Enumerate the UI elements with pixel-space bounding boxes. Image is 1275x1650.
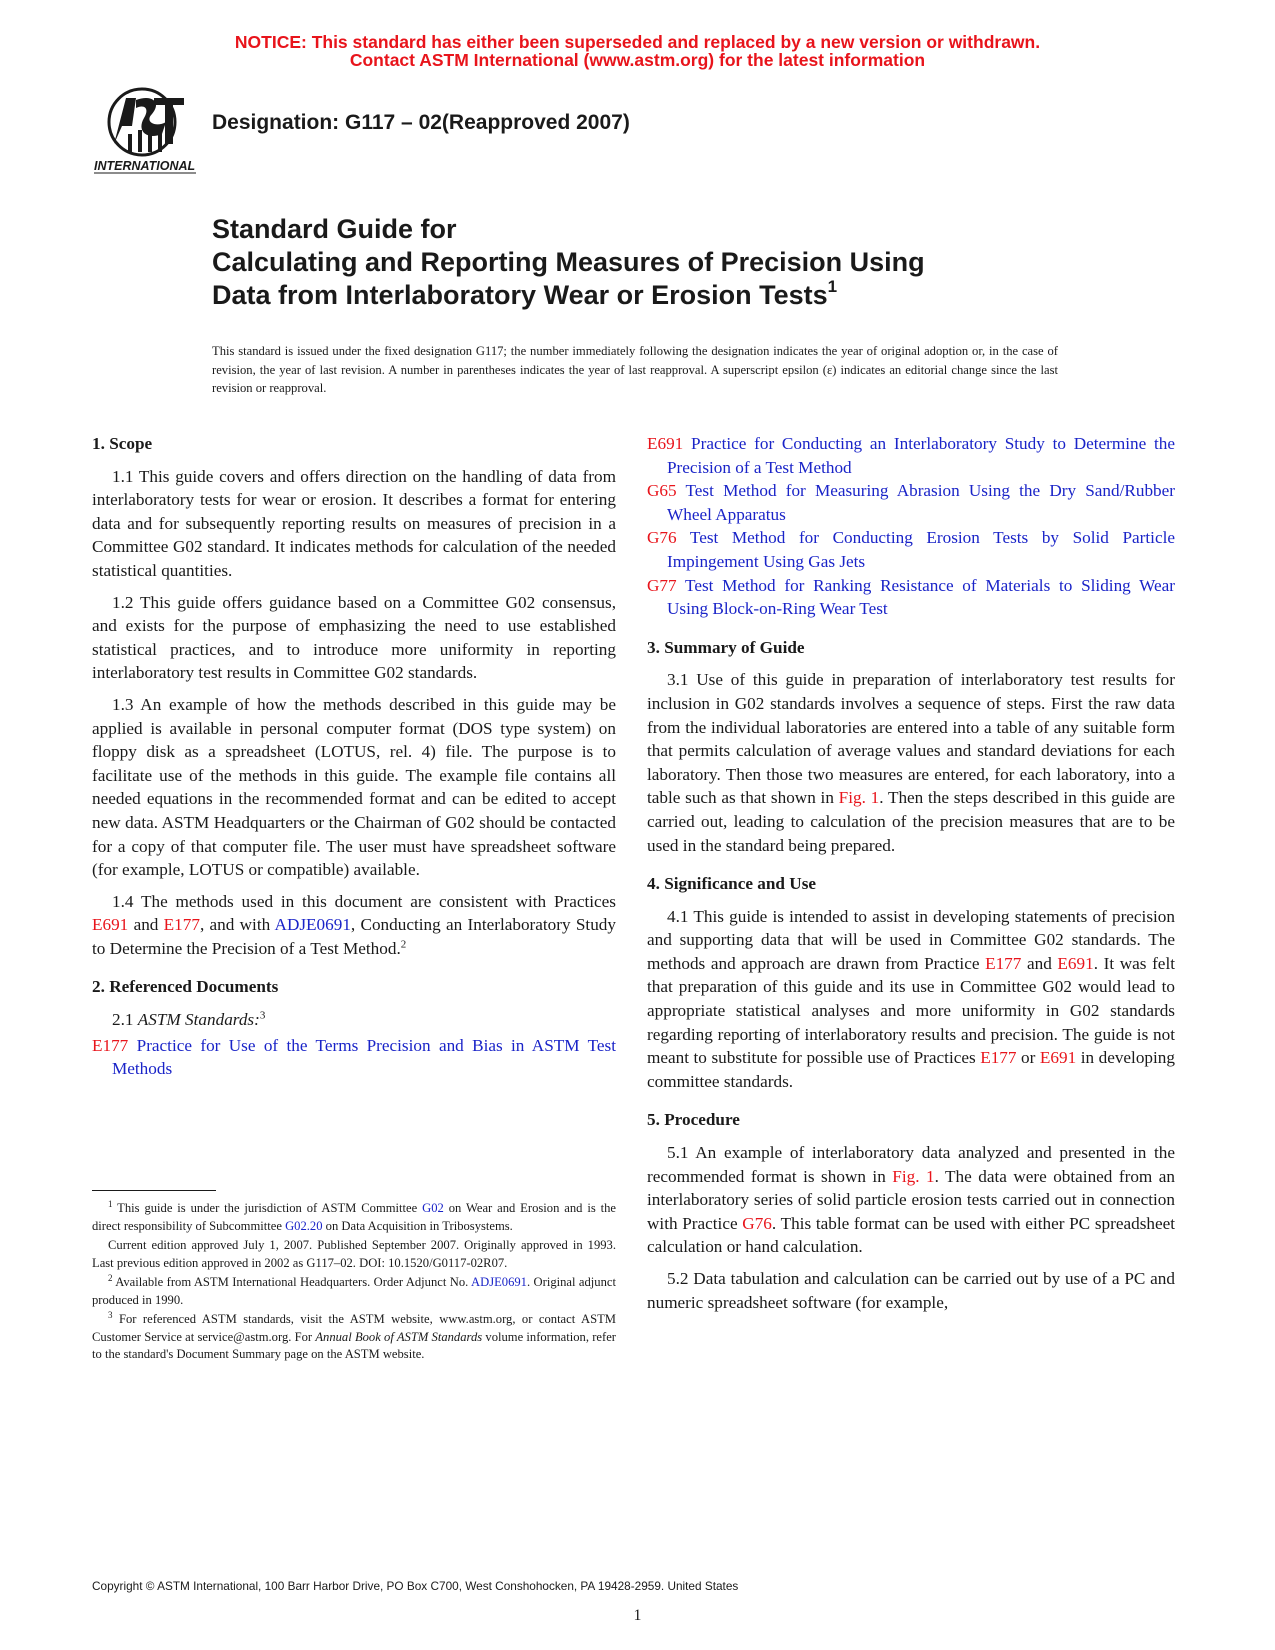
- link-g02-20[interactable]: G02.20: [285, 1218, 323, 1233]
- issuance-note: This standard is issued under the fixed designation G117; the number immediately following the designation indicates the year of original adoption or, in the case of revision, the year of last revision. A number in parentheses indicates the year of last reapproval. A superscript epsilon (ε) indicates an editorial change since the last revision or reapproval.: [212, 344, 1058, 395]
- link-g76[interactable]: G76: [742, 1213, 772, 1233]
- designation: Designation: G117 – 02(Reapproved 2007): [212, 111, 630, 134]
- reference-item-g76[interactable]: G76 Test Method for Conducting Erosion Tests by Solid Particle Impingement Using Gas Jets: [647, 528, 1175, 571]
- reference-item-e177[interactable]: E177 Practice for Use of the Terms Precision and Bias in ASTM Test Methods: [92, 1035, 616, 1079]
- footnote-rule: [92, 1190, 216, 1191]
- section-heading-significance: 4. Significance and Use: [647, 874, 817, 894]
- paragraph-4-1: 4.1 This guide is intended to assist in developing statements of precision and supporting data that will be used in Committee G02 standards. The methods and approach are drawn from Practice E177 and E691. It was felt that preparation of this guide and its use in Committee G02 would lead to appropriate statistical analyses and more uniformity in G02 standards regarding reporting of interlaboratory results and precision. The guide is not meant to substitute for possible use of Practices E177 or E691 in developing committee standards.: [647, 906, 1175, 1091]
- paragraph-1-3: 1.3 An example of how the methods described in this guide may be applied is available in personal computer format (DOS type system) on floppy disk as a spreadsheet (LOTUS, rel. 4) file. The purpose is to facilitate use of the methods in this guide. The example file contains all needed equations in the recommended format and can be edited to accept new data. ASTM Headquarters or the Chairman of G02 should be contacted for a copy of that computer file. The user must have spreadsheet software (for example, LOTUS or compatible) available.: [92, 694, 616, 880]
- paragraph-5-1: 5.1 An example of interlaboratory data analyzed and presented in the recommended format is shown in Fig. 1. The data were obtained from an interlaboratory series of solid particle erosion tests carried out in connection with Practice G76. This table format can be used with either PC spreadsheet calculation or hand calculation.: [647, 1143, 1176, 1257]
- reference-item-g77[interactable]: G77 Test Method for Ranking Resistance of Materials to Sliding Wear Using Block-on-Ring Wear Test: [647, 575, 1175, 619]
- paragraph-3-1: 3.1 Use of this guide in preparation of interlaboratory test results for inclusion in G02 standards involves a sequence of steps. First the raw data from the individual laboratories are entered into a table of any suitable form that permits calculation of average values and standard deviations for each laboratory. Then those two measures are entered, for each laboratory, into a table such as that shown in Fig. 1. Then the steps described in this guide are carried out, leading to calculation of the precision measures that are to be used in the standard being prepared.: [647, 670, 1175, 855]
- page-number: 1: [633, 1607, 642, 1624]
- logo-text: INTERNATIONAL: [94, 159, 196, 173]
- title-line-1: Standard Guide for: [212, 214, 457, 244]
- section-heading-procedure: 5. Procedure: [647, 1110, 740, 1130]
- link-e177-sig[interactable]: E177: [985, 953, 1022, 973]
- section-heading-scope: 1. Scope: [92, 434, 153, 453]
- link-fig-1[interactable]: Fig. 1: [838, 788, 880, 808]
- link-fig-1-proc[interactable]: Fig. 1: [892, 1166, 935, 1186]
- notice-line-1: NOTICE: This standard has either been superseded and replaced by a new version or withdrawn.: [234, 32, 1041, 52]
- footnote-mark-2: 2: [400, 938, 407, 951]
- left-column: [92, 432, 616, 1081]
- link-adje0691[interactable]: ADJE0691: [274, 915, 351, 935]
- astm-logo: [92, 86, 204, 178]
- title-line-2: Calculating and Reporting Measures of Precision Using: [212, 247, 925, 277]
- document-title: [212, 213, 1112, 312]
- reference-item-g65[interactable]: G65 Test Method for Measuring Abrasion Using the Dry Sand/Rubber Wheel Apparatus: [647, 481, 1175, 524]
- link-e691[interactable]: E691: [92, 915, 129, 935]
- link-e691-sig[interactable]: E691: [1057, 953, 1094, 973]
- paragraph-1-2: 1.2 This guide offers guidance based on a Committee G02 consensus, and exists for the purpose of emphasizing the need to use established statistical practices, and to introduce more uniformity in reporting interlaboratory test results in Committee G02 standards.: [92, 592, 616, 683]
- title-line-3: Data from Interlaboratory Wear or Erosion Tests: [212, 280, 828, 310]
- link-e177[interactable]: E177: [163, 915, 200, 935]
- right-column: [647, 432, 1175, 1322]
- title-footnote-mark: 1: [827, 277, 838, 296]
- paragraph-1-1: 1.1 This guide covers and offers direction on the handling of data from interlaboratory tests for wear or erosion. It describes a format for entering data and for subsequently reporting results on measures of precision in a Committee G02 standard. It indicates methods for calculation of the needed statistical quantities.: [92, 466, 616, 580]
- section-heading-referenced-documents: 2. Referenced Documents: [92, 977, 279, 997]
- paragraph-1-4: 1.4 The methods used in this document are consistent with Practices E691 and E177, and with ADJE0691, Conducting an Interlaboratory Study to Determine the Precision of a Test Method.$^2$: [92, 891, 616, 958]
- paragraph-2-1: 2.1 ASTM Standards:$^3$: [112, 1009, 266, 1030]
- link-g02[interactable]: G02: [422, 1201, 444, 1215]
- footnote-2: $^2$ Available from ASTM International Headquarters. Order Adjunct No. ADJE0691. Original adjunct produced in 1990.: [92, 1272, 616, 1307]
- footnote-3: $^3$ For referenced ASTM standards, visit the ASTM website, www.astm.org, or contact ASTM Customer Service at service@astm.org. For Annual Book of ASTM Standards volume information, refer to the standard's Document Summary page on the ASTM website.: [92, 1309, 616, 1361]
- link-adje0691-footnote[interactable]: ADJE0691: [471, 1275, 527, 1289]
- link-e691-sig-2[interactable]: E691: [1039, 1048, 1077, 1068]
- footnote-edition: Current edition approved July 1, 2007. Published September 2007. Originally approved in 1993. Last previous edition approved in 2002 as G117–02. DOI: 10.1520/G0117-02R07.: [92, 1238, 616, 1270]
- footnotes: [92, 1200, 616, 1366]
- footnote-mark-3: 3: [259, 1009, 266, 1022]
- link-e177-sig-2[interactable]: E177: [980, 1048, 1017, 1068]
- copyright-line: Copyright © ASTM International, 100 Barr Harbor Drive, PO Box C700, West Conshohocken, PA 19428-2959. United States: [92, 1579, 739, 1593]
- notice-line-2: Contact ASTM International (www.astm.org) for the latest information: [349, 50, 926, 70]
- reference-item-e691[interactable]: E691 Practice for Conducting an Interlaboratory Study to Determine the Precision of a Test Method: [647, 434, 1175, 477]
- section-heading-summary: 3. Summary of Guide: [647, 637, 805, 657]
- paragraph-5-2: 5.2 Data tabulation and calculation can be carried out by use of a PC and numeric spreadsheet software (for example,: [647, 1269, 1175, 1312]
- footnote-1: $^1$ This guide is under the jurisdiction of ASTM Committee G02 on Wear and Erosion and is the direct responsibility of Subcommittee G02.20 on Data Acquisition in Tribosystems.: [92, 1198, 616, 1233]
